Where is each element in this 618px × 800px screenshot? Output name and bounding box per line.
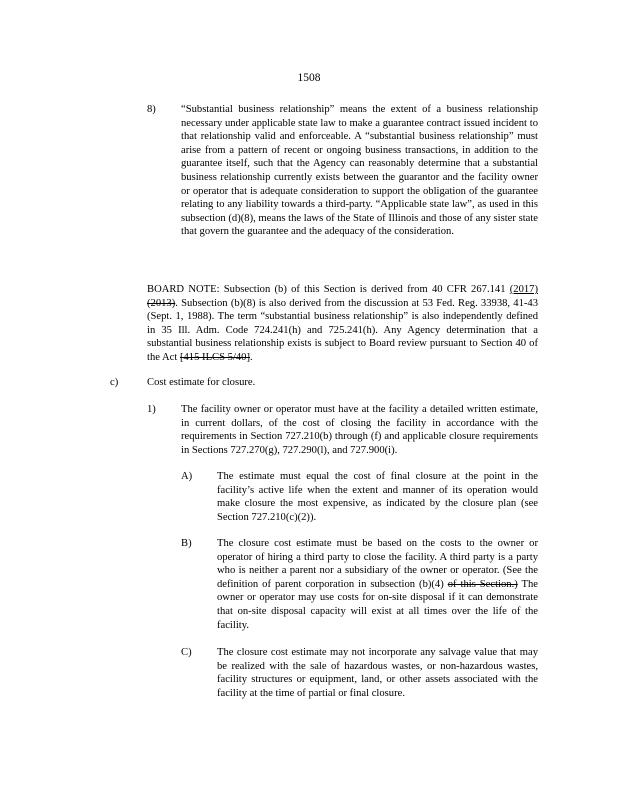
board-note-inserted-year: (2017) <box>509 284 538 295</box>
item-1-label: 1) <box>147 404 156 415</box>
page-number: 1508 <box>297 72 321 84</box>
board-note-deleted-citation: [415 ILCS 5/40] <box>179 351 251 363</box>
board-note-part-2: . Subsection (b)(8) is also derived from the discussion at 53 Fed. Reg. 33938, 41-43 (Sept. 1, 1988). The term “substantial business relationship” is also independently defined in 35 Ill. Adm. Code 724.241(h) and 725.241(h). Any Agency determination that a substantial business relationship exists is subject to Board review pursuant to Section 40 of the Act <box>147 297 538 363</box>
item-b-text <box>217 537 538 632</box>
section-c-heading: Cost estimate for closure. <box>147 377 256 388</box>
item-a-label: A) <box>181 471 193 482</box>
board-note-part-1: BOARD NOTE: Subsection (b) of this Section is derived from 40 CFR 267.141 <box>147 284 506 295</box>
item-c-label: C) <box>181 647 192 658</box>
item-8-text: “Substantial business relationship” means the extent of a business relationship necessary under applicable state law to make a guarantee contract issued incident to that relationship valid and enforceable. A “substantial business relationship” must arise from a pattern of recent or ongoing business transactions, in addition to the guarantee itself, such that the Agency can reasonably determine that a substantial business relationship currently exists between the guarantor and the facility owner or operator that is adequate consideration to support the obligation of the guarantee relating to any liability towards a third-party. “Applicable state law”, as used in this subsection (d)(8), means the laws of the State of Illinois and those of any sister state that govern the guarantee and the adequacy of the consideration. <box>181 104 538 238</box>
item-a-text: The estimate must equal the cost of final closure at the point in the facility’s active life when the extent and manner of its operation would make closure the most expensive, as indicated by the closure plan (see Section 727.210(c)(2)). <box>217 471 538 523</box>
item-b-label: B) <box>181 538 192 549</box>
section-c-label: c) <box>110 377 119 388</box>
item-8-label: 8) <box>147 104 156 115</box>
item-b-part-2: The owner or operator may use costs for on-site disposal if it can demonstrate that on-site disposal capacity will exist at all times over the life of the facility. <box>217 578 538 631</box>
item-c-text: The closure cost estimate may not incorporate any salvage value that may be realized with the sale of hazardous wastes, or non-hazardous wastes, facility structures or equipment, land, or other assets associated with the facility at the time of partial or final closure. <box>217 647 538 699</box>
board-note-deleted-year: (2013) <box>147 297 176 309</box>
board-note <box>147 283 538 365</box>
item-b-part-1: The closure cost estimate must be based on the costs to the owner or operator of hiring a third party to close the facility. A third party is a party who is neither a parent nor a subsidiary of the owner or operator. (See the definition of parent corporation in subsection (b)(4) <box>217 538 538 590</box>
item-b-deleted-text: of this Section.) <box>447 578 518 590</box>
item-1-text: The facility owner or operator must have at the facility a detailed written estimate, in current dollars, of the cost of closing the facility in accordance with the requirements in Section 727.210(b) through (f) and applicable closure requirements in Sections 727.270(g), 727.290(l), and 727.900(i). <box>181 404 538 456</box>
board-note-part-3: . <box>250 351 253 363</box>
